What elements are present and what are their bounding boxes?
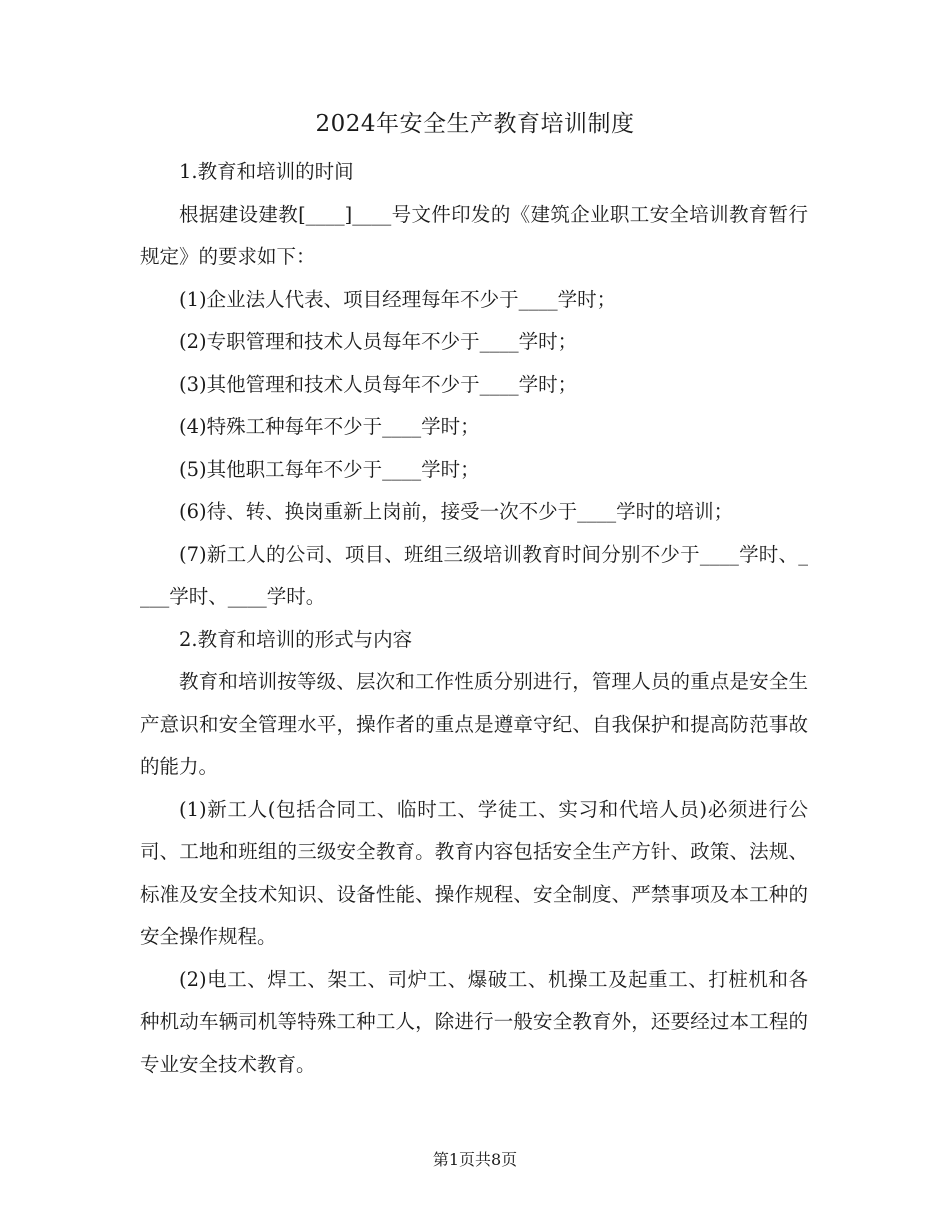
list-item-5: (5)其他职工每年不少于____学时； xyxy=(179,457,480,481)
section-heading-form: 2.教育和培训的形式与内容 xyxy=(179,627,413,651)
document-body xyxy=(140,151,808,1086)
document-title: 2024年安全生产教育培训制度 xyxy=(315,111,635,137)
paragraph-special-workers: (2)电工、焊工、架工、司炉工、爆破工、机操工及起重工、打桩机和各种机动车辆司机等特殊工种工人，除进行一般安全教育外，还要经过本工程的专业安全技术教育。 xyxy=(140,967,808,1076)
list-item-6: (6)待、转、换岗重新上岗前，接受一次不少于____学时的培训； xyxy=(179,500,734,523)
paragraph-new-workers: (1)新工人(包括合同工、临时工、学徒工、实习和代培人员)必须进行公司、工地和班组的三级安全教育。教育内容包括安全生产方针、政策、法规、标准及安全技术知识、设备性能、操作规程、安全制度、严禁事项及本工种的安全操作规程。 xyxy=(140,797,808,948)
list-item-1: (1)企业法人代表、项目经理每年不少于____学时； xyxy=(179,287,617,311)
paragraph-regulation: 根据建设建教[____]____号文件印发的《建筑企业职工安全培训教育暂行规定》的要求如下： xyxy=(140,202,808,268)
list-item-7: (7)新工人的公司、项目、班组三级培训教育时间分别不少于____学时、____学时、____学时。 xyxy=(140,542,808,608)
list-item-4: (4)特殊工种每年不少于____学时； xyxy=(179,415,480,438)
section-heading-time: 1.教育和培训的时间 xyxy=(179,160,354,183)
list-item-3: (3)其他管理和技术人员每年不少于____学时； xyxy=(179,372,578,396)
paragraph-focus: 教育和培训按等级、层次和工作性质分别进行，管理人员的重点是安全生产意识和安全管理水平，操作者的重点是遵章守纪、自我保护和提高防范事故的能力。 xyxy=(140,670,808,778)
page-footer: 第1页共8页 xyxy=(432,1150,518,1169)
list-item-2: (2)专职管理和技术人员每年不少于____学时； xyxy=(179,330,578,353)
